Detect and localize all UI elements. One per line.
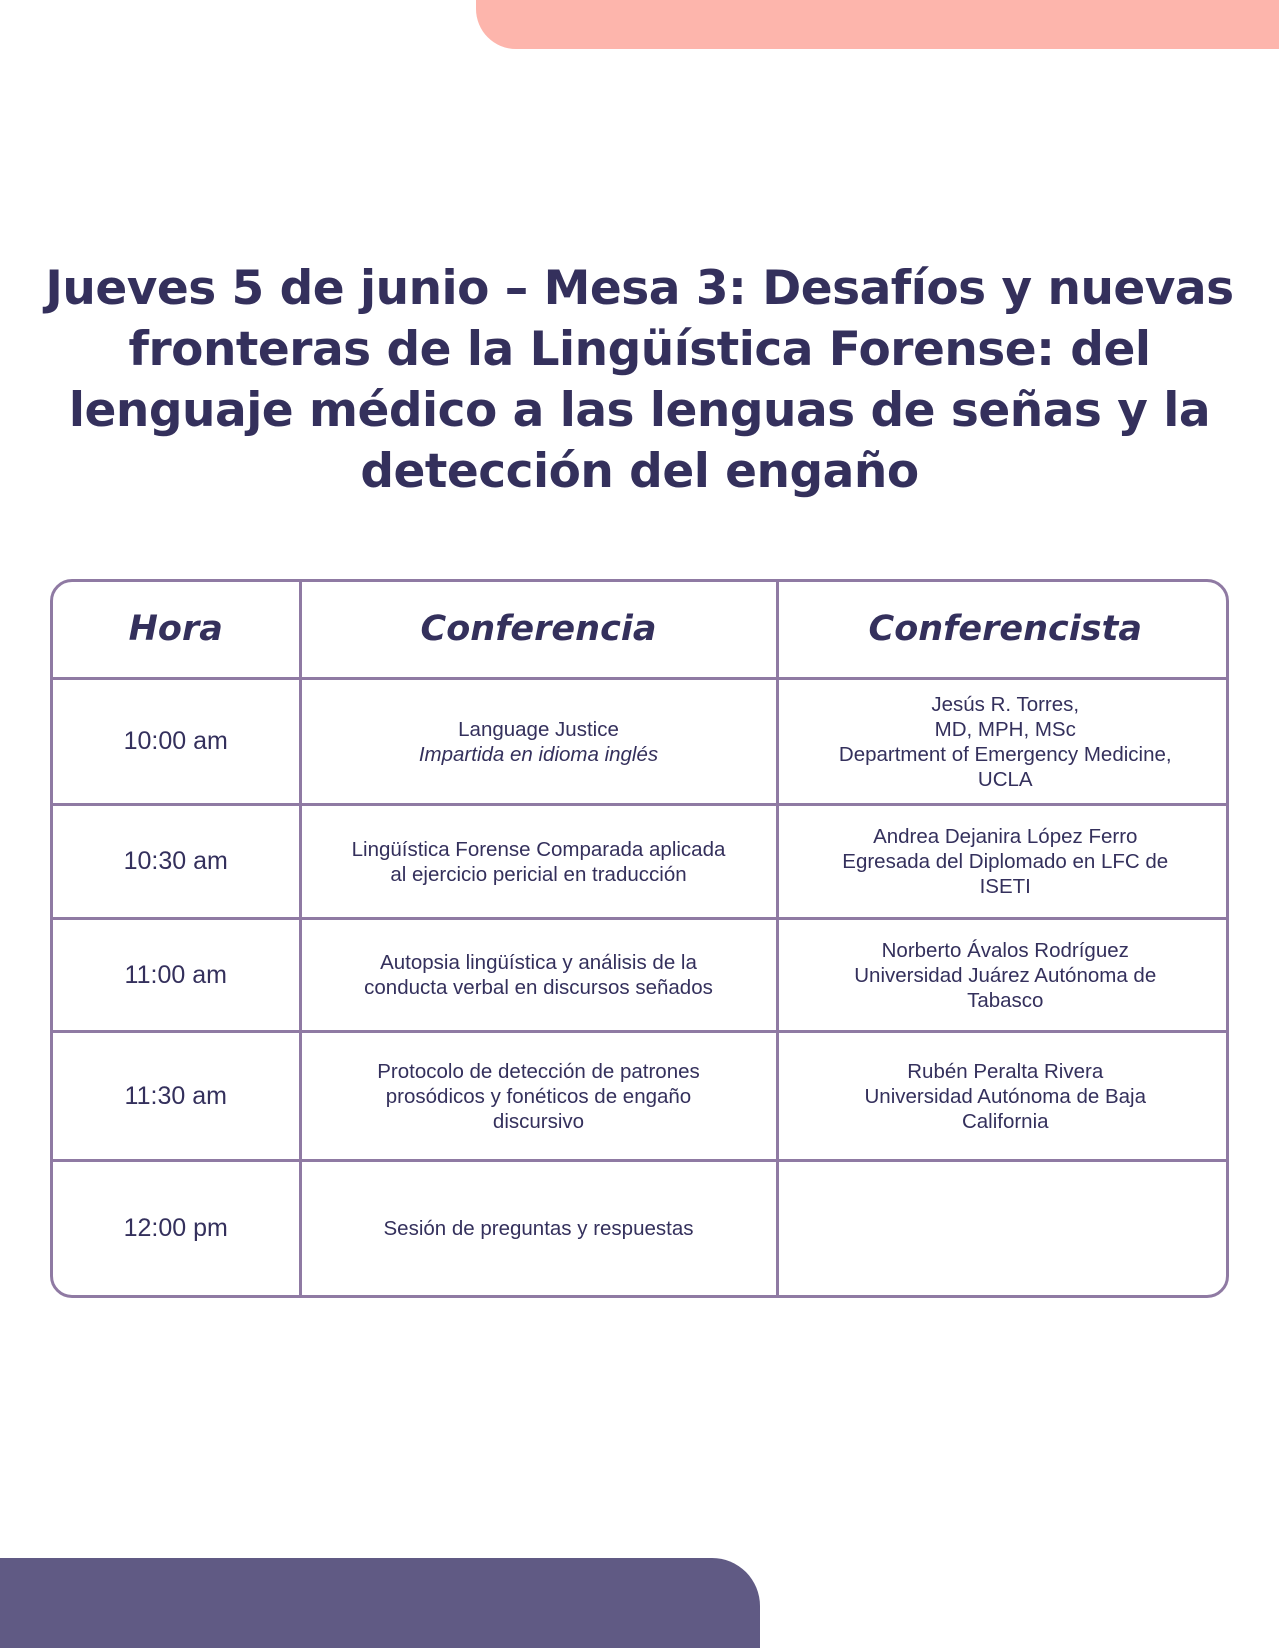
speaker-line: Jesús R. Torres,: [931, 692, 1080, 716]
header-conferencia: Conferencia: [300, 582, 777, 678]
conference-title: Lingüística Forense Comparada aplicada: [351, 837, 726, 861]
time-text: 10:00 am: [123, 727, 228, 756]
speaker-line: Universidad Juárez Autónoma de: [854, 963, 1157, 987]
time-cell: [53, 678, 300, 805]
time-cell: [53, 805, 300, 918]
conference-title: Language Justice: [458, 717, 619, 741]
speaker-line: Universidad Autónoma de Baja: [864, 1084, 1146, 1108]
speaker-cell-empty: [777, 1160, 1229, 1295]
conference-title: Autopsia lingüística y análisis de la: [380, 951, 697, 975]
speaker-line: Egresada del Diplomado en LFC de: [842, 850, 1169, 874]
top-decorative-band: [476, 0, 1279, 49]
time-text: 11:00 am: [124, 960, 227, 989]
conference-cell: [300, 1160, 777, 1295]
conference-cell: [300, 918, 777, 1031]
header-hora: Hora: [53, 582, 300, 678]
time-text: 11:30 am: [124, 1081, 227, 1110]
table-row: [53, 918, 1229, 1031]
page-title: Jueves 5 de junio – Mesa 3: Desafíos y nuevas fronteras de la Lingüística Forense: del lenguaje médico a las lenguas de señas y la detección del engaño: [45, 261, 1234, 499]
table-row: [53, 805, 1229, 918]
conference-cell: [300, 678, 777, 805]
conference-title: discursivo: [492, 1109, 585, 1133]
table-header-row: [53, 582, 1229, 678]
speaker-line: MD, MPH, MSc: [934, 717, 1076, 741]
conference-note: Impartida en idioma inglés: [418, 742, 659, 766]
conference-cell: [300, 1032, 777, 1161]
speaker-line: UCLA: [977, 767, 1033, 791]
schedule-table: [50, 579, 1229, 1298]
speaker-line: Rubén Peralta Rivera: [907, 1059, 1104, 1083]
table-row: [53, 1160, 1229, 1295]
conference-title: conducta verbal en discursos señados: [364, 976, 713, 1000]
time-cell: [53, 1160, 300, 1295]
header-conferencista: Conferencista: [777, 582, 1229, 678]
speaker-cell: [777, 678, 1229, 805]
speaker-line: Tabasco: [967, 988, 1044, 1012]
speaker-line: ISETI: [979, 875, 1031, 899]
speaker-cell: [777, 918, 1229, 1031]
speaker-cell: [777, 805, 1229, 918]
speaker-line: Norberto Ávalos Rodríguez: [881, 938, 1129, 962]
table-row: [53, 678, 1229, 805]
conference-title: al ejercicio pericial en traducción: [390, 862, 687, 886]
speaker-cell: [777, 1032, 1229, 1161]
speaker-line: Department of Emergency Medicine,: [838, 742, 1172, 766]
time-cell: [53, 918, 300, 1031]
conference-title: Sesión de preguntas y respuestas: [383, 1216, 694, 1240]
conference-title: Protocolo de detección de patrones: [377, 1059, 700, 1083]
time-text: 10:30 am: [123, 847, 228, 876]
speaker-line: California: [961, 1109, 1049, 1133]
speaker-line: Andrea Dejanira López Ferro: [873, 825, 1138, 849]
bottom-decorative-band: [0, 1558, 760, 1648]
conference-title: prosódicos y fonéticos de engaño: [385, 1084, 692, 1108]
time-text: 12:00 pm: [123, 1213, 228, 1242]
conference-cell: [300, 805, 777, 918]
time-cell: [53, 1032, 300, 1161]
table-row: [53, 1032, 1229, 1161]
